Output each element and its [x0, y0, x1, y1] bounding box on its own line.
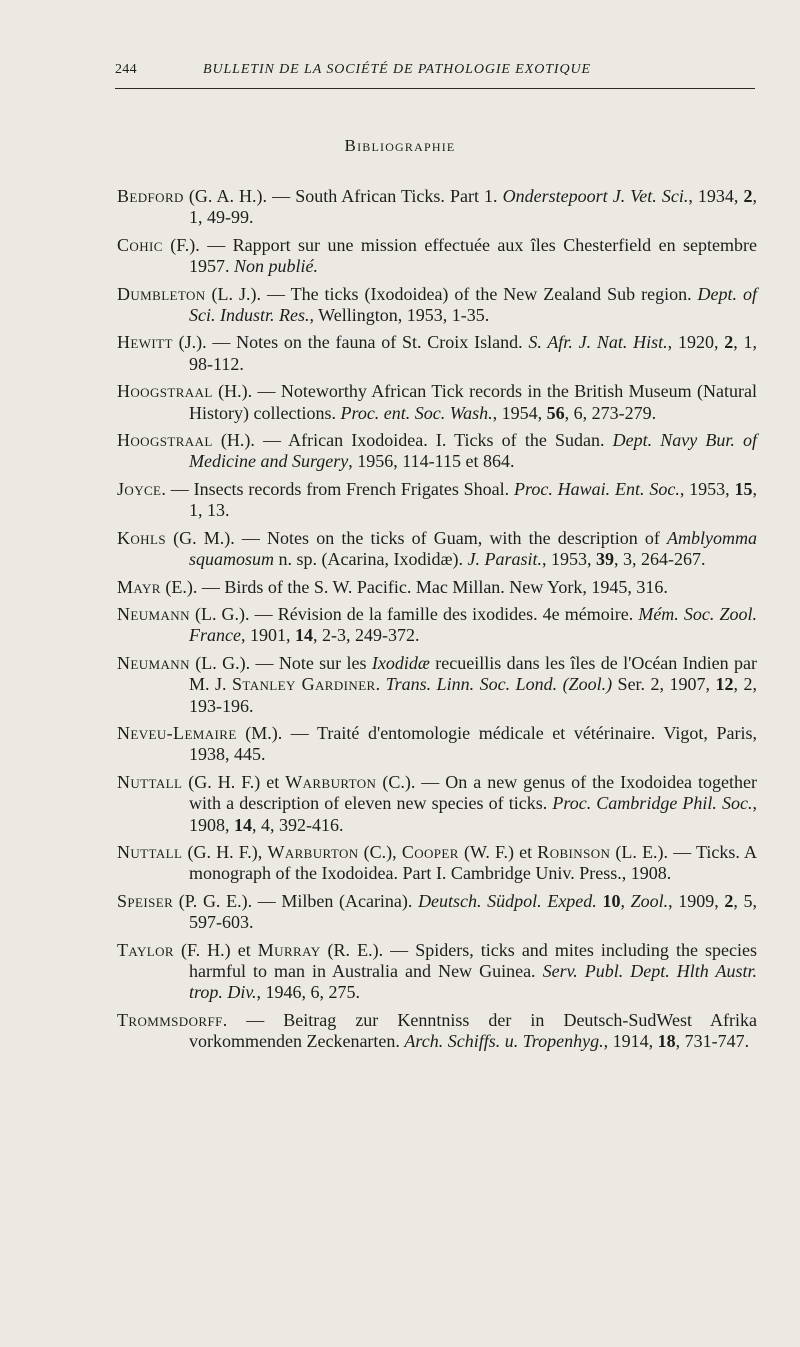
reference-volume: 2 — [743, 186, 753, 206]
reference-text: , 1934, — [688, 186, 744, 206]
reference-text: , 1953, — [679, 478, 735, 499]
reference-text: , 1946, 6, 275. — [256, 982, 360, 1003]
reference-italic-text: Dept. of Sci. Industr. Res. — [189, 283, 757, 326]
reference-italic-text: Proc. Cambridge Phil. Soc. — [552, 793, 753, 814]
reference-volume: 2 — [724, 332, 734, 353]
reference-text: (M.). — Traité d'entomologie médicale et vétérinaire. Vigot, Paris, 1938, 445. — [189, 722, 757, 765]
reference-text: , Wellington, 1953, 1-35. — [309, 305, 490, 326]
reference-italic-text: Arch. Schiffs. u. Tropenhyg. — [404, 1031, 604, 1052]
reference-text: , 731-747. — [675, 1031, 750, 1052]
reference-author: Dumbleton — [117, 283, 206, 304]
reference-italic-text: Proc. Hawai. Ent. Soc. — [514, 478, 680, 499]
reference-author: Neumann — [117, 603, 190, 624]
reference-entry — [117, 186, 757, 229]
reference-text: Ser. 2, 1907, — [612, 674, 716, 695]
reference-author: Hoogstraal — [117, 381, 213, 402]
reference-text: , 4, 392-416. — [252, 814, 344, 835]
reference-entry — [117, 381, 757, 424]
reference-text: (F.). — Rapport sur une mission effectuée aux îles Chesterfield en septembre 1957. — [162, 234, 757, 277]
reference-text: (L. E.). — Ticks. A monograph of the Ixodoidea. Part I. Cambridge Univ. Press., 1908. — [189, 841, 758, 884]
reference-italic-text: Proc. ent. Soc. Wash. — [340, 402, 493, 423]
reference-text: n. sp. (Acarina, Ixodidæ). — [274, 549, 468, 570]
reference-text: (L. G.). — Note sur les — [189, 652, 372, 673]
reference-text: (C.), — [358, 841, 402, 862]
page-number: 244 — [115, 62, 137, 77]
reference-text: , 3, 264-267. — [613, 549, 706, 570]
reference-italic-text: Non publié. — [234, 256, 318, 277]
reference-italic-text: Trans. Linn. Soc. Lond. (Zool.) — [385, 674, 613, 695]
reference-list — [117, 186, 757, 1059]
reference-volume: 2 — [724, 890, 734, 911]
reference-italic-text: Onderstepoort J. Vet. Sci. — [502, 186, 689, 206]
reference-entry — [117, 891, 757, 934]
reference-entry — [117, 653, 757, 717]
reference-text: , 1953, — [541, 549, 596, 570]
reference-text: (R. E.). — Spiders, ticks and mites including the species harmful to man in Australia and New Guinea. — [189, 939, 757, 981]
reference-text: , 1, 13. — [189, 478, 758, 521]
reference-text: , 1909, — [668, 890, 725, 911]
reference-volume: 15 — [734, 478, 753, 499]
reference-coauthor: Stanley Gardiner — [231, 674, 376, 695]
reference-volume: 14 — [294, 625, 313, 646]
reference-text: , 2, 193-196. — [189, 674, 757, 716]
reference-text: (G. H. F.) et — [182, 771, 286, 792]
reference-author: Kohls — [117, 527, 166, 548]
reference-text: (G. M.). — Notes on the ticks of Guam, with the description of — [165, 527, 668, 548]
reference-italic-text: Mém. Soc. Zool. France — [189, 603, 757, 646]
running-title: BULLETIN DE LA SOCIÉTÉ DE PATHOLOGIE EXOTIQUE — [203, 62, 591, 77]
reference-coauthor: Robinson — [537, 841, 611, 862]
reference-author: Neumann — [117, 652, 190, 673]
reference-author: Bedford — [117, 186, 184, 206]
reference-entry — [117, 577, 757, 598]
reference-text: , 2-3, 249-372. — [312, 625, 420, 646]
reference-volume: 39 — [595, 549, 614, 570]
reference-entry — [117, 528, 757, 571]
reference-entry — [117, 940, 757, 1004]
reference-italic-text: J. Parasit. — [467, 549, 542, 570]
reference-author: Nuttall — [117, 771, 183, 792]
reference-entry — [117, 1010, 757, 1053]
reference-author: Hoogstraal — [117, 430, 213, 451]
reference-text: , 1, 49-99. — [189, 186, 758, 228]
reference-entry — [117, 332, 757, 375]
reference-entry — [117, 604, 757, 647]
reference-author: Nuttall — [117, 841, 183, 862]
reference-italic-text: Serv. Publ. Dept. Hlth Austr. trop. Div. — [189, 961, 757, 1003]
reference-volume: 18 — [657, 1031, 676, 1052]
reference-entry — [117, 723, 757, 766]
reference-text: , 1954, — [492, 402, 547, 423]
reference-italic-text: S. Afr. J. Nat. Hist. — [528, 332, 668, 353]
reference-volume: 56 — [546, 402, 565, 423]
reference-text: , 1908, — [189, 793, 758, 835]
reference-text: (F. H.) et — [173, 939, 258, 960]
reference-text: (H.). — African Ixodoidea. I. Ticks of the Sudan. — [212, 430, 613, 451]
reference-entry — [117, 842, 757, 885]
reference-italic-text: Amblyomma squamosum — [189, 527, 757, 570]
reference-author: Joyce — [117, 478, 162, 499]
reference-text: . — Beitrag zur Kenntniss der in Deutsch-SudWest Afrika vorkommenden Zeckenarten. — [189, 1009, 757, 1052]
reference-italic-text: Deutsch. Südpol. Exped. — [418, 890, 597, 911]
section-title: Bibliographie — [344, 136, 456, 155]
reference-volume: 12 — [715, 674, 734, 695]
reference-text: (L. J.). — The ticks (Ixodoidea) of the New Zealand Sub region. — [205, 283, 698, 304]
reference-italic-text: Dept. Navy Bur. of Medicine and Surgery — [189, 430, 757, 472]
reference-text: (E.). — Birds of the S. W. Pacific. Mac Millan. New York, 1945, 316. — [160, 576, 668, 597]
reference-author: Cohic — [117, 234, 163, 255]
reference-text: (J.). — Notes on the fauna of St. Croix Island. — [172, 332, 529, 353]
reference-text: (H.). — Noteworthy African Tick records in the British Museum (Natural History) collections. — [189, 381, 757, 423]
reference-volume: 14 — [234, 814, 252, 835]
reference-text: , 1, 98-112. — [189, 332, 758, 374]
reference-author: Mayr — [117, 576, 161, 597]
header-rule — [115, 88, 755, 89]
reference-entry — [117, 430, 757, 473]
reference-text: (C.). — On a new genus of the Ixodoidea together with a description of eleven new species of ticks. — [189, 771, 758, 814]
reference-author: Speiser — [117, 890, 174, 911]
reference-coauthor: Cooper — [401, 841, 459, 862]
reference-author: Neveu-Lemaire — [117, 722, 237, 743]
reference-author: Hewitt — [117, 332, 173, 353]
reference-text: , — [620, 890, 631, 911]
reference-entry — [117, 235, 757, 278]
reference-entry — [117, 772, 757, 836]
reference-text: (L. G.). — Révision de la famille des ixodides. 4e mémoire. — [189, 603, 639, 624]
reference-text: (P. G. E.). — Milben (Acarina). — [173, 890, 419, 911]
reference-text: , 6, 273-279. — [564, 402, 657, 423]
reference-text: (G. H. F.), — [182, 841, 268, 862]
reference-text: . — [375, 674, 386, 695]
reference-text: , 1914, — [603, 1031, 658, 1052]
reference-coauthor: Warburton — [285, 771, 377, 792]
reference-text: (G. A. H.). — South African Ticks. Part 1. — [183, 186, 503, 206]
reference-text: , 1920, — [667, 332, 725, 353]
reference-text: recueillis dans les îles de l'Océan Indien par M. J. — [189, 652, 758, 695]
reference-author: Trommsdorff — [117, 1009, 223, 1030]
reference-text: . — Insects records from French Frigates Shoal. — [161, 478, 515, 499]
reference-italic-text: Zool. — [630, 890, 669, 911]
reference-entry — [117, 284, 757, 327]
reference-entry — [117, 479, 757, 522]
reference-text: , 1956, 114-115 et 864. — [348, 451, 515, 472]
reference-coauthor: Murray — [257, 939, 321, 960]
reference-text: , 5, 597-603. — [189, 890, 758, 933]
reference-volume: 10 — [602, 890, 621, 911]
reference-coauthor: Warburton — [267, 841, 359, 862]
reference-text: (W. F.) et — [458, 841, 538, 862]
reference-italic-text: Ixodidæ — [371, 652, 430, 673]
reference-author: Taylor — [117, 939, 174, 960]
reference-text: , 1901, — [240, 625, 295, 646]
